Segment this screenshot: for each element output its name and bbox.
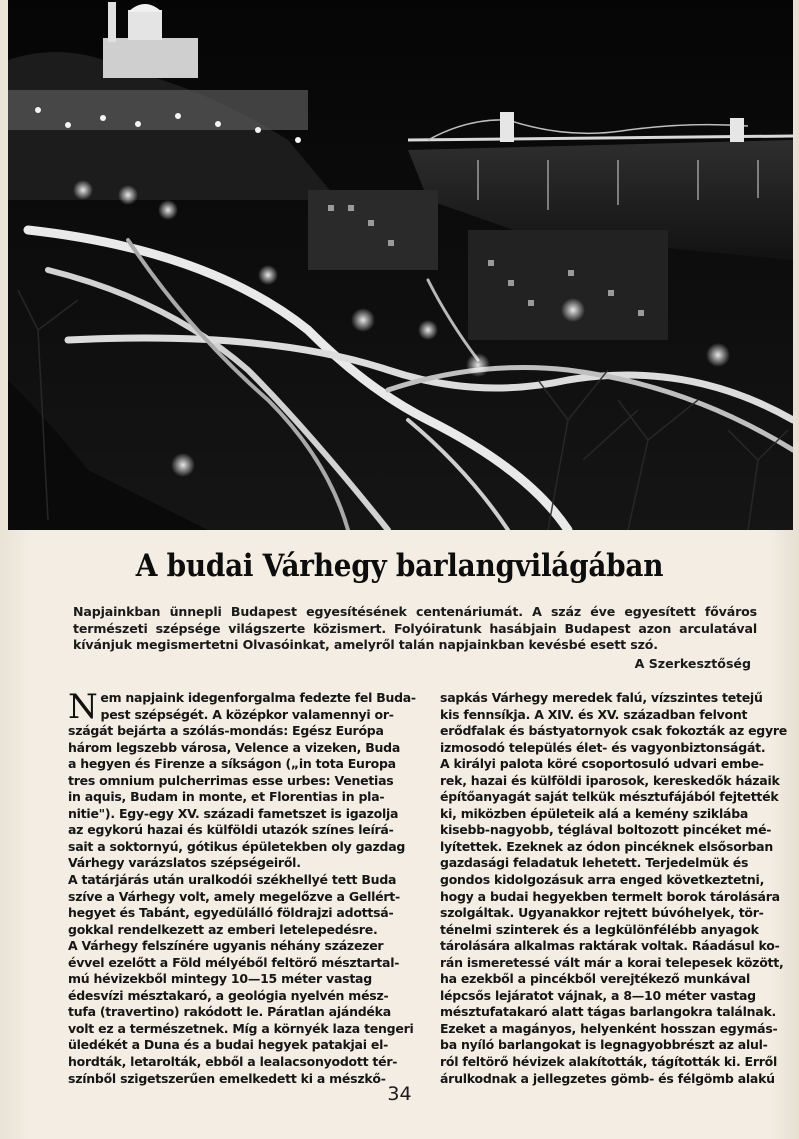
text-line: szíve a Várhegy volt, amely megelőzve a Gellért- [68,888,400,904]
text-line: ki, miközben épületeik alá a kemény sziklába [440,805,749,821]
text-line: tufa (travertino) rakódott le. Páratlan ajándéka [68,1004,391,1020]
text-line: sapkás Várhegy meredek falú, vízszintes tetejű [440,690,763,705]
text-line: lépcsős lejáratot vájnak, a 8—10 méter vastag [440,987,756,1003]
editorial-signature: A Szerkesztőség [634,656,751,671]
page-number: 34 [387,1083,412,1105]
text-line: ról feltörő hévizek alakították, tágították ki. Erről [440,1054,778,1070]
text-line: rek, hazai és külföldi iparosok, kereskedők házaik [440,772,780,788]
text-line: em napjaink idegenforgalma fedezte fel Buda- [100,690,416,705]
drop-cap: N [68,687,98,727]
text-line: A királyi palota köré csoportosuló udvari embe- [440,756,764,772]
text-line: kis fennsíkja. A XIV. és XV. században felvont [440,706,748,722]
text-line: ha ezekből a pincékből verejtékező munkával [440,971,751,987]
text-line: hordták, letarolták, ebből a lealacsonyodott tér- [68,1054,398,1070]
night-photo-budapest [8,0,793,530]
text-line: ba nyíló barlangokat is legnagyobbrészt az alul- [440,1037,768,1053]
text-line: három legszebb városa, Velence a vizeken, Buda [68,739,401,755]
text-line: sait a soktornyú, gótikus épületekben oly gazdag [68,838,406,854]
text-line: Ezeket a magányos, helyenként hosszan egymás- [440,1020,778,1036]
text-line: tres omnium pulcherrimas esse urbes: Venetias [68,772,394,788]
text-line: izmosodó település élet- és vagyonbiztonságát. [440,739,766,755]
text-line: ténelmi szinterek és a legkülönfélébb anyagok [440,921,759,937]
text-line: szágát bejárta a szólás-mondás: Egész Európa [68,723,384,739]
text-line: hegyet és Tabánt, egyedülálló földrajzi adottsá- [68,905,394,921]
text-line: lyítettek. Ezeknek az ódon pincéknek elsősorban [440,838,773,854]
text-line: árulkodnak a jellegzetes gömb- és félgömb alakú [440,1070,775,1086]
text-line: rán ismeretessé vált már a korai telepesek között, [440,954,784,970]
left-text-column [68,687,416,1087]
photo-illustration [8,0,793,530]
text-line: mú hévizekből mintegy 10—15 méter vastag [68,971,372,987]
text-line: volt ez a természetnek. Míg a környék laza tengeri [68,1020,414,1036]
text-line: Várhegy varázslatos szépségeiről. [68,855,301,871]
text-line: A Várhegy felszínére ugyanis néhány százezer [68,938,384,954]
text-line: gokkal rendelkezett az emberi letelepedésre. [68,921,378,937]
text-line: pest szépségét. A középkor valamennyi or- [100,706,394,722]
text-line: kisebb-nagyobb, téglával boltozott pincéket mé- [440,822,772,838]
text-line: a hegyen és Firenze a síkságon („in tota Europa [68,756,396,772]
text-line: üledékét a Duna és a budai hegyek patakjai el- [68,1037,389,1053]
text-line: építőanyagát saját telkük mésztufájából fejtették [440,789,779,805]
text-line: nitie"). Egy-egy XV. századi fametszet is igazolja [68,805,399,821]
text-line: erődfalak és bástyatornyok csak fokozták az egyre [440,723,788,739]
text-line: mésztufatakaró alatt tágas barlangokra találnak. [440,1004,777,1020]
right-text-column [440,690,788,1087]
text-line: évvel ezelőtt a Föld mélyéből feltörő mésztartal- [68,954,400,970]
text-line: tárolására alkalmas raktárak voltak. Ráadásul ko- [440,938,780,954]
text-line: az egykorú hazai és külföldi utazók színes leírá- [68,822,394,838]
article-intro: Napjainkban ünnepli Budapest egyesítésének centenáriumát. A száz éve egyesített főváros természeti szépsége világszerte közismert. Folyóiratunk hasábjain Budapest azon arculatával kívánjuk megismertetni Olvasóinkat, amelyről talán napjainkban kevésbé esett szó. [73,604,757,652]
article-title: A budai Várhegy barlangvilágában [135,548,664,584]
text-line: édesvízi mésztakaró, a geológia nyelvén mész- [68,987,389,1003]
text-line: in aquis, Budam in monte, et Florentias in pla- [68,789,385,805]
text-line: gazdasági feladatuk lehetett. Terjedelmük és [440,855,749,871]
text-line: gondos kidolgozásuk arra enged következtetni, [440,872,765,888]
text-line: A tatárjárás után uralkodói székhellyé tett Buda [68,872,397,888]
text-line: színből szigetszerűen emelkedett ki a mészkő- [68,1070,386,1086]
text-line: hogy a budai hegyekben termelt borok tárolására [440,888,780,904]
text-line: szolgáltak. Ugyanakkor rejtett búvóhelyek, tör- [440,905,764,921]
